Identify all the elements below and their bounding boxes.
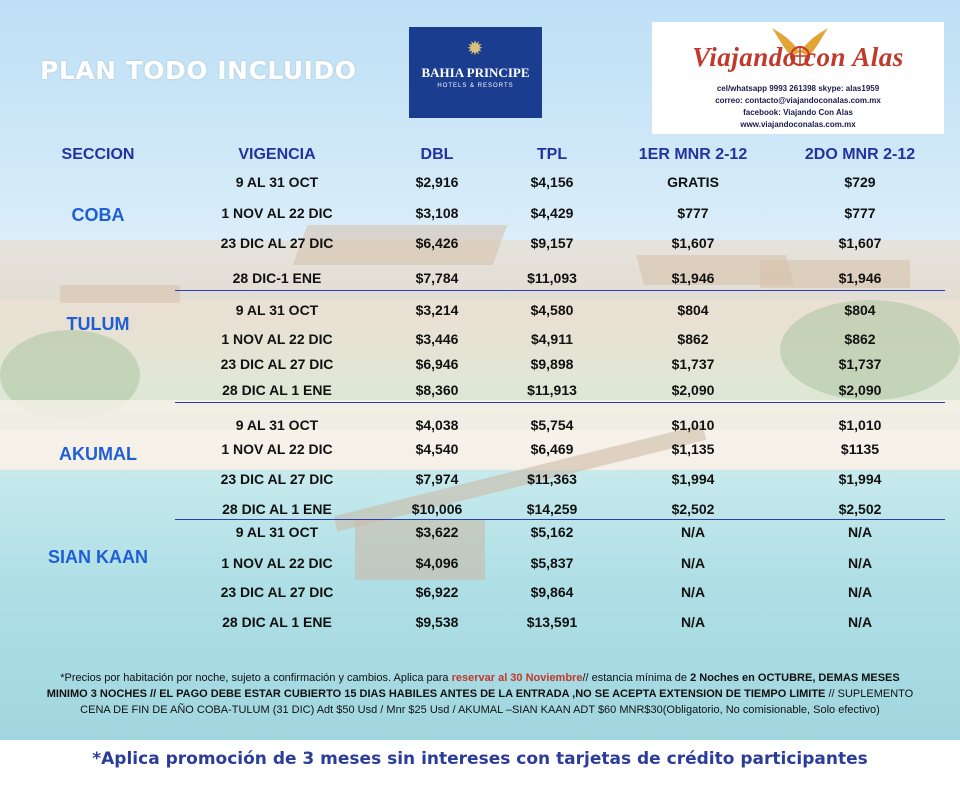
mnr2-cell: $1135 <box>840 441 880 457</box>
vigencia-cell: 28 DIC-1 ENE <box>232 270 322 286</box>
mnr1-cell: $1,010 <box>671 417 715 433</box>
dbl-cell: $3,108 <box>415 205 459 221</box>
mnr1-cell: $1,946 <box>671 270 715 286</box>
tpl-cell: $14,259 <box>526 501 578 517</box>
dbl-cell: $10,006 <box>411 501 463 517</box>
mnr1-cell: $1,607 <box>671 235 715 251</box>
vigencia-cell: 28 DIC AL 1 ENE <box>222 382 332 398</box>
tpl-cell: $11,913 <box>527 382 577 398</box>
section-akumal: AKUMAL <box>59 444 137 464</box>
vigencia-cell: 9 AL 31 OCT <box>235 524 319 540</box>
header-dbl: DBL <box>420 146 454 163</box>
mnr1-cell: N/A <box>680 614 706 630</box>
dbl-cell: $2,916 <box>415 174 459 190</box>
note-bold: 2 Noches en OCTUBRE, DEMAS MESES MINIMO 3 NOCHES // EL PAGO DEBE ESTAR CUBIERTO 15 DIAS HABILES ANTES DE LA ENTRADA ,NO SE ACEPTA EXTENSION DE TIEMPO LIMITE <box>46 672 900 700</box>
dbl-cell: $4,038 <box>415 417 459 433</box>
vigencia-cell: 9 AL 31 OCT <box>235 417 319 433</box>
tpl-cell: $9,898 <box>530 356 574 372</box>
mnr1-cell: N/A <box>680 584 706 600</box>
dbl-cell: $6,426 <box>415 235 459 251</box>
dbl-cell: $4,096 <box>415 555 459 571</box>
tpl-cell: $9,864 <box>530 584 574 600</box>
mnr2-cell: $2,090 <box>838 382 882 398</box>
mnr1-cell: N/A <box>680 555 706 571</box>
mnr1-cell: $1,737 <box>671 356 715 372</box>
header-tpl: TPL <box>536 146 568 163</box>
dbl-cell: $6,946 <box>415 356 459 372</box>
mnr1-cell: $777 <box>677 205 709 221</box>
sun-icon: ✹ <box>466 38 484 60</box>
dbl-cell: $3,214 <box>415 302 459 318</box>
dbl-cell: $3,622 <box>415 524 459 540</box>
mnr2-cell: $1,994 <box>838 471 882 487</box>
mnr1-cell: $1,994 <box>671 471 715 487</box>
section-tulum: TULUM <box>66 314 130 334</box>
section-coba: COBA <box>71 205 125 225</box>
note-text: *Precios por habitación por noche, sujeto a confirmación y cambios. Aplica para <box>60 672 452 684</box>
mnr1-cell: $862 <box>677 331 709 347</box>
note-text: // estancia mínima de <box>582 672 691 684</box>
note-text: // SUPLEMENTO CENA DE FIN DE AÑO COBA-TULUM (31 DIC) Adt $50 Usd / Mnr $25 Usd / AKUMAL –SIAN KAAN ADT $60 MNR$30(Obligatorio, No comisionable, Solo efectivo) <box>80 688 914 716</box>
vigencia-cell: 23 DIC AL 27 DIC <box>220 356 334 372</box>
dbl-cell: $7,784 <box>415 270 459 286</box>
vigencia-cell: 23 DIC AL 27 DIC <box>220 471 334 487</box>
vigencia-cell: 1 NOV AL 22 DIC <box>221 555 333 571</box>
bahia-principe-logo <box>409 27 542 118</box>
vigencia-cell: 23 DIC AL 27 DIC <box>220 584 334 600</box>
agency-name: Viajando con Alas <box>692 42 904 72</box>
mnr2-cell: $804 <box>844 302 876 318</box>
section-divider <box>175 402 945 403</box>
mnr2-cell: N/A <box>847 614 873 630</box>
header-2do-mnr: 2DO MNR 2-12 <box>804 146 916 163</box>
tpl-cell: $11,093 <box>527 270 577 286</box>
agency-facebook: facebook: Viajando Con Alas <box>743 108 853 117</box>
mnr2-cell: $1,607 <box>838 235 882 251</box>
mnr2-cell: N/A <box>847 555 873 571</box>
note-highlight: reservar al 30 Noviembre <box>451 672 583 684</box>
header-1er-mnr: 1ER MNR 2-12 <box>638 146 748 163</box>
mnr2-cell: N/A <box>847 584 873 600</box>
tpl-cell: $9,157 <box>530 235 574 251</box>
vigencia-cell: 1 NOV AL 22 DIC <box>221 205 333 221</box>
mnr2-cell: $777 <box>844 205 876 221</box>
promo-banner: *Aplica promoción de 3 meses sin intereses con tarjetas de crédito participantes <box>92 749 868 769</box>
vigencia-cell: 1 NOV AL 22 DIC <box>221 331 333 347</box>
vigencia-cell: 9 AL 31 OCT <box>235 302 319 318</box>
tpl-cell: $4,156 <box>530 174 574 190</box>
mnr1-cell: $2,090 <box>671 382 715 398</box>
mnr2-cell: $1,737 <box>838 356 882 372</box>
mnr1-cell: $1,135 <box>671 441 715 457</box>
tpl-cell: $5,162 <box>530 524 574 540</box>
brand-name: BAHIA PRINCIPE <box>421 65 530 80</box>
tpl-cell: $4,911 <box>530 331 574 347</box>
mnr1-cell: GRATIS <box>667 174 719 190</box>
mnr1-cell: N/A <box>680 524 706 540</box>
tpl-cell: $4,429 <box>530 205 574 221</box>
vigencia-cell: 9 AL 31 OCT <box>235 174 319 190</box>
dbl-cell: $3,446 <box>415 331 459 347</box>
dbl-cell: $8,360 <box>415 382 459 398</box>
mnr2-cell: $2,502 <box>838 501 882 517</box>
page-title: PLAN TODO INCLUIDO <box>40 56 357 85</box>
mnr2-cell: $862 <box>844 331 876 347</box>
mnr1-cell: $2,502 <box>671 501 715 517</box>
vigencia-cell: 23 DIC AL 27 DIC <box>220 235 334 251</box>
mnr2-cell: N/A <box>847 524 873 540</box>
vigencia-cell: 1 NOV AL 22 DIC <box>221 441 333 457</box>
tpl-cell: $13,591 <box>526 614 578 630</box>
tpl-cell: $5,754 <box>530 417 574 433</box>
dbl-cell: $6,922 <box>415 584 459 600</box>
tpl-cell: $5,837 <box>530 555 574 571</box>
mnr1-cell: $804 <box>677 302 709 318</box>
tpl-cell: $11,363 <box>527 471 577 487</box>
agency-website: www.viajandoconalas.com.mx <box>740 120 856 129</box>
vigencia-cell: 28 DIC AL 1 ENE <box>222 501 332 517</box>
mnr2-cell: $729 <box>844 174 876 190</box>
dbl-cell: $9,538 <box>415 614 459 630</box>
section-divider <box>175 290 945 291</box>
terms-note <box>40 670 920 718</box>
dbl-cell: $7,974 <box>415 471 459 487</box>
tpl-cell: $6,469 <box>530 441 574 457</box>
mnr2-cell: $1,010 <box>838 417 882 433</box>
header-seccion: SECCION <box>61 146 135 163</box>
section-sian-kaan: SIAN KAAN <box>47 547 148 567</box>
tpl-cell: $4,580 <box>530 302 574 318</box>
dbl-cell: $4,540 <box>415 441 459 457</box>
header-vigencia: VIGENCIA <box>238 146 316 163</box>
vigencia-cell: 28 DIC AL 1 ENE <box>222 614 332 630</box>
agency-card <box>652 22 944 134</box>
agency-email: correo: contacto@viajandoconalas.com.mx <box>715 96 881 105</box>
agency-contact: cel/whatsapp 9993 261398 skype: alas1959 <box>716 84 880 93</box>
mnr2-cell: $1,946 <box>838 270 882 286</box>
section-divider <box>175 519 945 520</box>
brand-subtitle: HOTELS & RESORTS <box>437 83 514 89</box>
